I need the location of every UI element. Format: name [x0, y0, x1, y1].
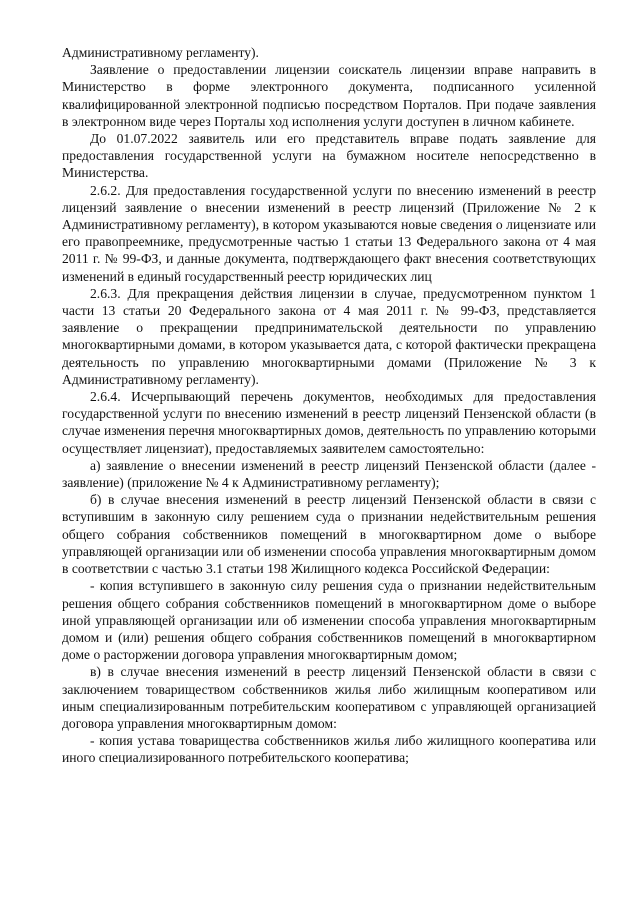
document-page — [62, 44, 596, 767]
paragraph-2-6-4: 2.6.4. Исчерпывающий перечень документов, необходимых для предоставления государственной услуги по внесению изменений в реестр лицензий Пензенской области (в случае изменения перечня многоквартирных домов, деятельность по управлению которыми осуществляет лицензиат), предоставляемых заявителем самостоятельно: — [62, 389, 596, 456]
paragraph-2-6-2: 2.6.2. Для предоставления государственной услуги по внесению изменений в реестр лицензий заявление о внесении изменений в реестр лицензий (Приложение № 2 к Административному регламенту), в котором указываются новые сведения о лицензиате или его правопреемнике, предусмотренные частью 1 статьи 13 Федерального закона от 4 мая 2011 г. № 99-ФЗ, и данные документа, подтверждающего факт внесения соответствующих изменений в единый государственный реестр юридических лиц — [62, 182, 596, 284]
list-item-v-dash: - копия устава товарищества собственников жилья либо жилищного кооператива или иного специализированного потребительского кооператива; — [62, 733, 596, 766]
list-item-b: б) в случае внесения изменений в реестр лицензий Пензенской области в связи с вступившим в законную силу решением суда о признании недействительным решения общего собрания собственников помещений в многоквартирном доме о выборе управляющей организации или об изменении способа управления многоквартирным домом в соответствии с частью 3.1 статьи 198 Жилищного кодекса Российской Федерации: — [62, 492, 596, 577]
paragraph-2-6-3: 2.6.3. Для прекращения действия лицензии в случае, предусмотренном пунктом 1 части 13 статьи 20 Федерального закона от 4 мая 2011 г. № 99-ФЗ, представляется заявление о прекращении предпринимательской деятельности по управлению многоквартирными домами, в котором указывается дата, с которой фактически прекращена деятельность по управлению многоквартирными домами (Приложение № 3 к Административному регламенту). — [62, 285, 596, 387]
list-item-b-dash: - копия вступившего в законную силу решения суда о признании недействительным решения общего собрания собственников помещений в многоквартирном доме о выборе иной управляющей организации или об изменении способа управления многоквартирным домом и (или) решения общего собрания собственников помещений в многоквартирном доме о расторжении договора управления многоквартирным домом; — [62, 578, 596, 663]
paragraph-continuation: Административному регламенту). — [62, 45, 259, 60]
list-item-a: а) заявление о внесении изменений в реестр лицензий Пензенской области (далее - заявление) (приложение № 4 к Административному регламенту); — [62, 457, 596, 491]
paragraph-electronic-application: Заявление о предоставлении лицензии соискатель лицензии вправе направить в Министерство в форме электронного документа, подписанного усиленной квалифицированной электронной подписью посредством Порталов. При подаче заявления в электронном виде через Порталы ход исполнения услуги доступен в личном кабинете. — [62, 62, 596, 129]
list-item-v: в) в случае внесения изменений в реестр лицензий Пензенской области в связи с заключением товариществом собственников жилья либо жилищным кооперативом или иным специализированным потребительским кооперативом с управляющей организацией договора управления многоквартирным домом: — [62, 664, 596, 731]
paragraph-paper-application: До 01.07.2022 заявитель или его представитель вправе подать заявление для предоставления государственной услуги на бумажном носителе непосредственно в Министерства. — [62, 131, 596, 181]
